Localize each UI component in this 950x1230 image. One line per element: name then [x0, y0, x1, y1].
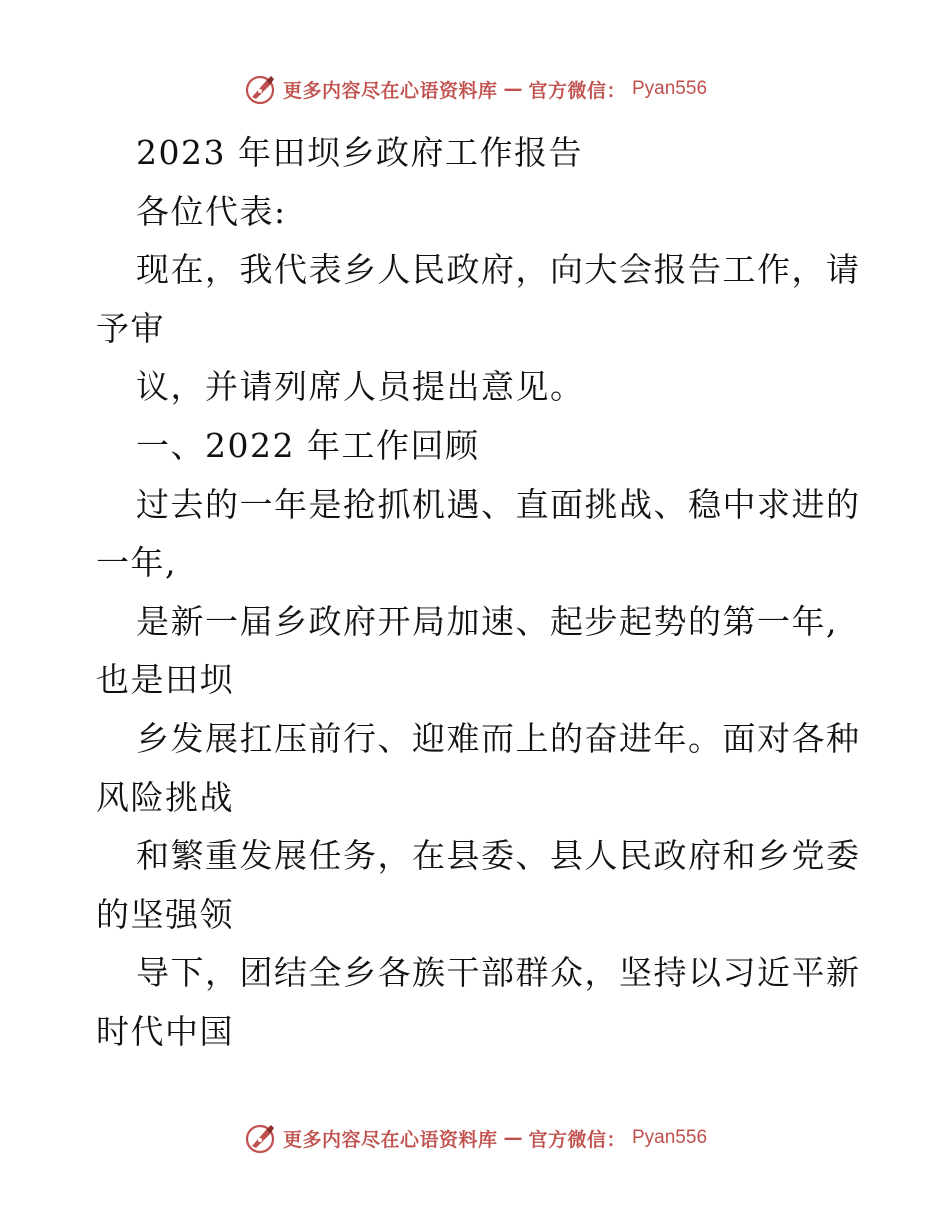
watermark-official-label: 官方微信：	[528, 79, 626, 102]
text-line: 乡发展扛压前行、迎难而上的奋进年。面对各种	[136, 718, 861, 758]
text-line: 2023 年田坝乡政府工作报告	[136, 133, 583, 172]
text-line: 是新一届乡政府开局加速、起步起势的第一年,	[136, 601, 838, 641]
watermark-wechat-id: Pyan556	[632, 1127, 708, 1148]
watermark-main-text: 更多内容尽在心语资料库	[282, 1128, 498, 1151]
watermark-main-text: 更多内容尽在心语资料库	[282, 79, 498, 102]
watermark-official-label: 官方微信：	[528, 1128, 626, 1151]
watermark-separator: —	[503, 78, 523, 100]
text-line: 导下，团结全乡各族干部群众，坚持以习近平新	[136, 953, 861, 993]
text-line: 和繁重发展任务，在县委、县人民政府和乡党委	[136, 836, 861, 876]
text-line: 现在，我代表乡人民政府，向大会报告工作，请	[136, 250, 861, 290]
text-line: 风险挑战	[96, 777, 234, 817]
text-line: 的坚强领	[96, 894, 234, 934]
watermark-separator: —	[503, 1127, 523, 1149]
text-line: 时代中国	[96, 1011, 234, 1051]
text-line: 予审	[96, 308, 165, 348]
text-line: 一、2022 年工作回顾	[136, 425, 480, 465]
document-body	[96, 124, 861, 1062]
text-line: 各位代表:	[136, 191, 287, 231]
text-line: 也是田坝	[96, 660, 234, 700]
text-line: 一年,	[96, 543, 177, 583]
watermark-wechat-id: Pyan556	[632, 78, 708, 99]
text-line: 过去的一年是抢抓机遇、直面挑战、稳中求进的	[136, 484, 861, 524]
pen-nib-logo-icon	[243, 72, 277, 106]
pen-nib-logo-icon	[243, 1121, 277, 1155]
header-watermark	[0, 72, 950, 106]
text-line: 议，并请列席人员提出意见。	[136, 367, 585, 407]
footer-watermark	[0, 1121, 950, 1155]
